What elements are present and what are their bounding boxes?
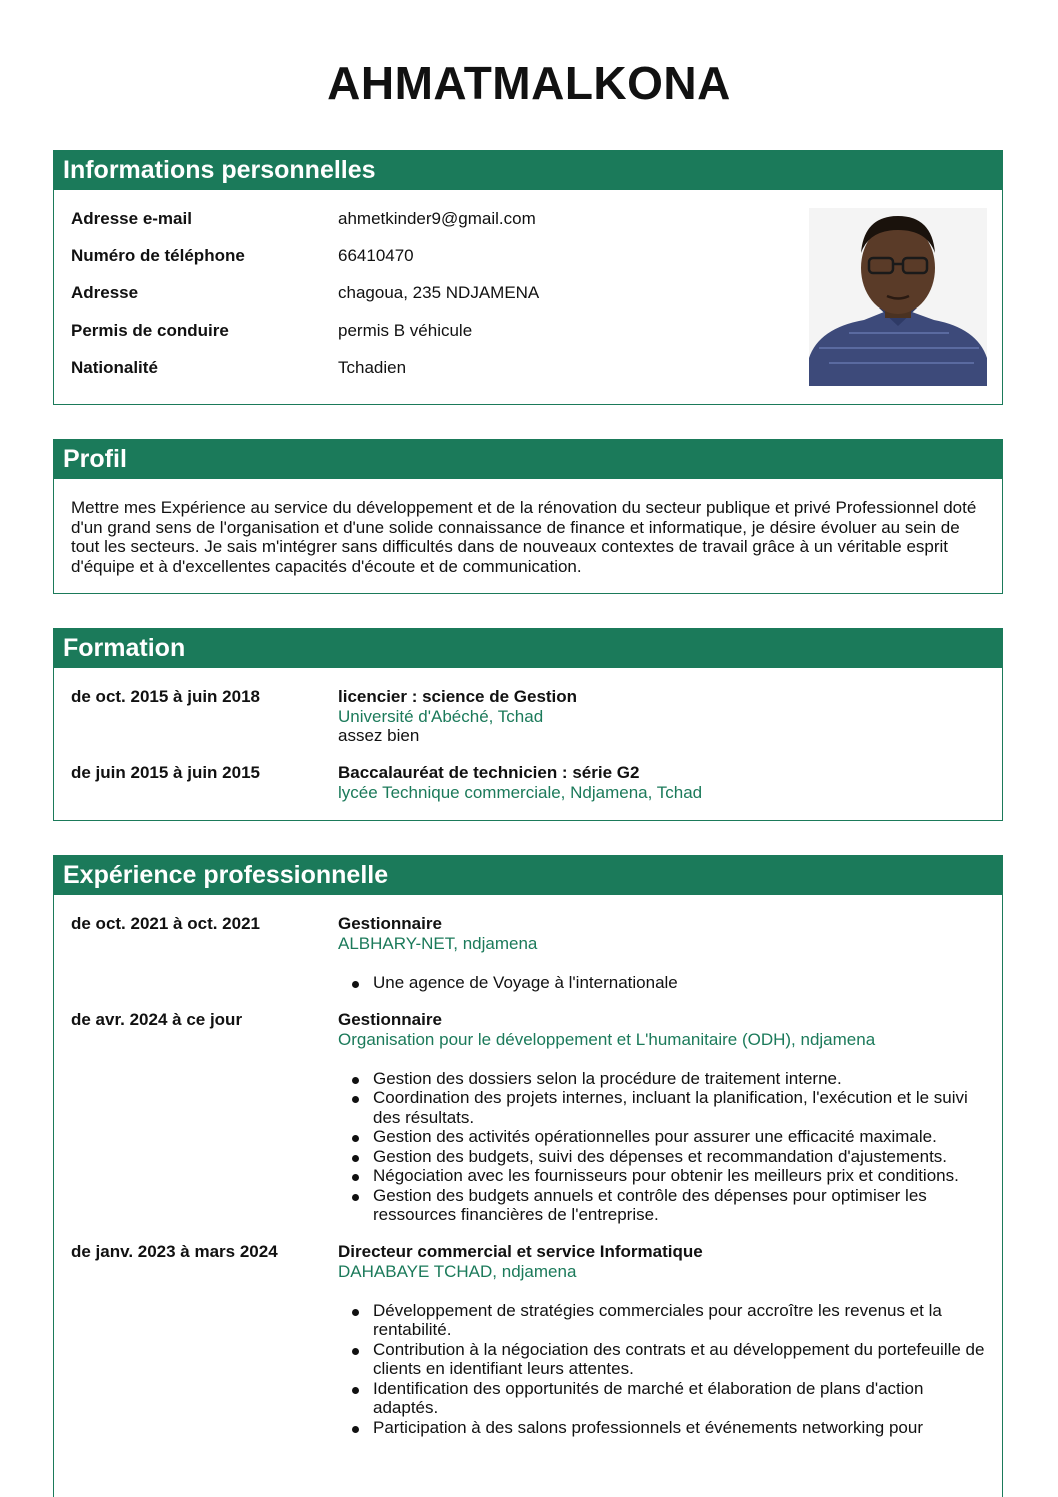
section-heading: Profil [54, 440, 1002, 479]
entry-organization: Organisation pour le développement et L'humanitaire (ODH), ndjamena [338, 1029, 876, 1049]
entry-title: Directeur commercial et service Informatique [338, 1242, 703, 1261]
task-list [338, 1301, 988, 1438]
education-section [53, 628, 1003, 821]
info-label: Nationalité [71, 358, 158, 377]
list-item: Participation à des salons professionnels et événements networking pour [373, 1418, 988, 1438]
entry-body [338, 914, 988, 992]
list-item: Contribution à la négociation des contrats et au développement du portefeuille de clients en identifiant leurs attentes. [373, 1340, 988, 1379]
task-list [338, 973, 988, 993]
info-label: Adresse e-mail [71, 209, 192, 228]
list-item: Gestion des budgets, suivi des dépenses et recommandation d'ajustements. [373, 1147, 988, 1167]
entry-body [338, 1242, 988, 1437]
entry-body [338, 687, 988, 746]
entry-body [338, 1010, 988, 1225]
entry-date: de avr. 2024 à ce jour [71, 1010, 243, 1029]
entry-organization: DAHABAYE TCHAD, ndjamena [338, 1261, 577, 1281]
personal-info-section [53, 150, 1003, 405]
profile-summary: Mettre mes Expérience au service du développement et de la rénovation du secteur publique et privé Professionnel doté d'un grand sens de l'organisation et d'une solide connaissance de finance et informatique, je désire évoluer au sein de tout les secteurs. Je sais m'intégrer sans difficultés dans de nouveaux contextes de travail grâce à un véritable esprit d'équipe et à d'excellentes capacités d'écoute et de communication. [71, 498, 977, 576]
phone-value: 66410470 [338, 246, 414, 265]
info-label: Adresse [71, 283, 139, 302]
entry-title: Gestionnaire [338, 914, 442, 933]
address-value: chagoua, 235 NDJAMENA [338, 283, 540, 302]
info-label: Numéro de téléphone [71, 246, 245, 265]
entry-date: de oct. 2021 à oct. 2021 [71, 914, 260, 933]
profile-section [53, 439, 1003, 594]
info-label: Permis de conduire [71, 321, 229, 340]
list-item: Coordination des projets internes, incluant la planification, l'exécution et le suivi des résultats. [373, 1088, 988, 1127]
list-item: Négociation avec les fournisseurs pour obtenir les meilleurs prix et conditions. [373, 1166, 988, 1186]
entry-note: assez bien [338, 726, 420, 745]
list-item: Identification des opportunités de marché et élaboration de plans d'action adaptés. [373, 1379, 988, 1418]
entry-title: licencier : science de Gestion [338, 687, 578, 706]
section-heading: Informations personnelles [54, 151, 1002, 190]
profile-photo [809, 208, 987, 386]
entry-date: de oct. 2015 à juin 2018 [71, 687, 260, 706]
candidate-name: AHMATMALKONA [327, 57, 731, 109]
list-item: Une agence de Voyage à l'internationale [373, 973, 988, 993]
section-heading: Formation [54, 629, 1002, 668]
entry-date: de janv. 2023 à mars 2024 [71, 1242, 278, 1261]
list-item: Gestion des dossiers selon la procédure de traitement interne. [373, 1069, 988, 1089]
email-value[interactable]: ahmetkinder9@gmail.com [338, 209, 536, 228]
experience-section [53, 855, 1003, 1497]
entry-organization: Université d'Abéché, Tchad [338, 706, 544, 726]
list-item: Gestion des budgets annuels et contrôle des dépenses pour optimiser les ressources financières de l'entreprise. [373, 1186, 988, 1225]
entry-organization: ALBHARY-NET, ndjamena [338, 933, 538, 953]
list-item: Développement de stratégies commerciales pour accroître les revenus et la rentabilité. [373, 1301, 988, 1340]
entry-body [338, 763, 988, 802]
nationality-value: Tchadien [338, 358, 407, 377]
section-heading: Expérience professionnelle [54, 856, 1002, 895]
entry-title: Gestionnaire [338, 1010, 442, 1029]
license-value: permis B véhicule [338, 321, 473, 340]
entry-organization: lycée Technique commerciale, Ndjamena, Tchad [338, 782, 703, 802]
entry-title: Baccalauréat de technicien : série G2 [338, 763, 640, 782]
list-item: Gestion des activités opérationnelles pour assurer une efficacité maximale. [373, 1127, 988, 1147]
entry-date: de juin 2015 à juin 2015 [71, 763, 260, 782]
task-list [338, 1069, 988, 1225]
